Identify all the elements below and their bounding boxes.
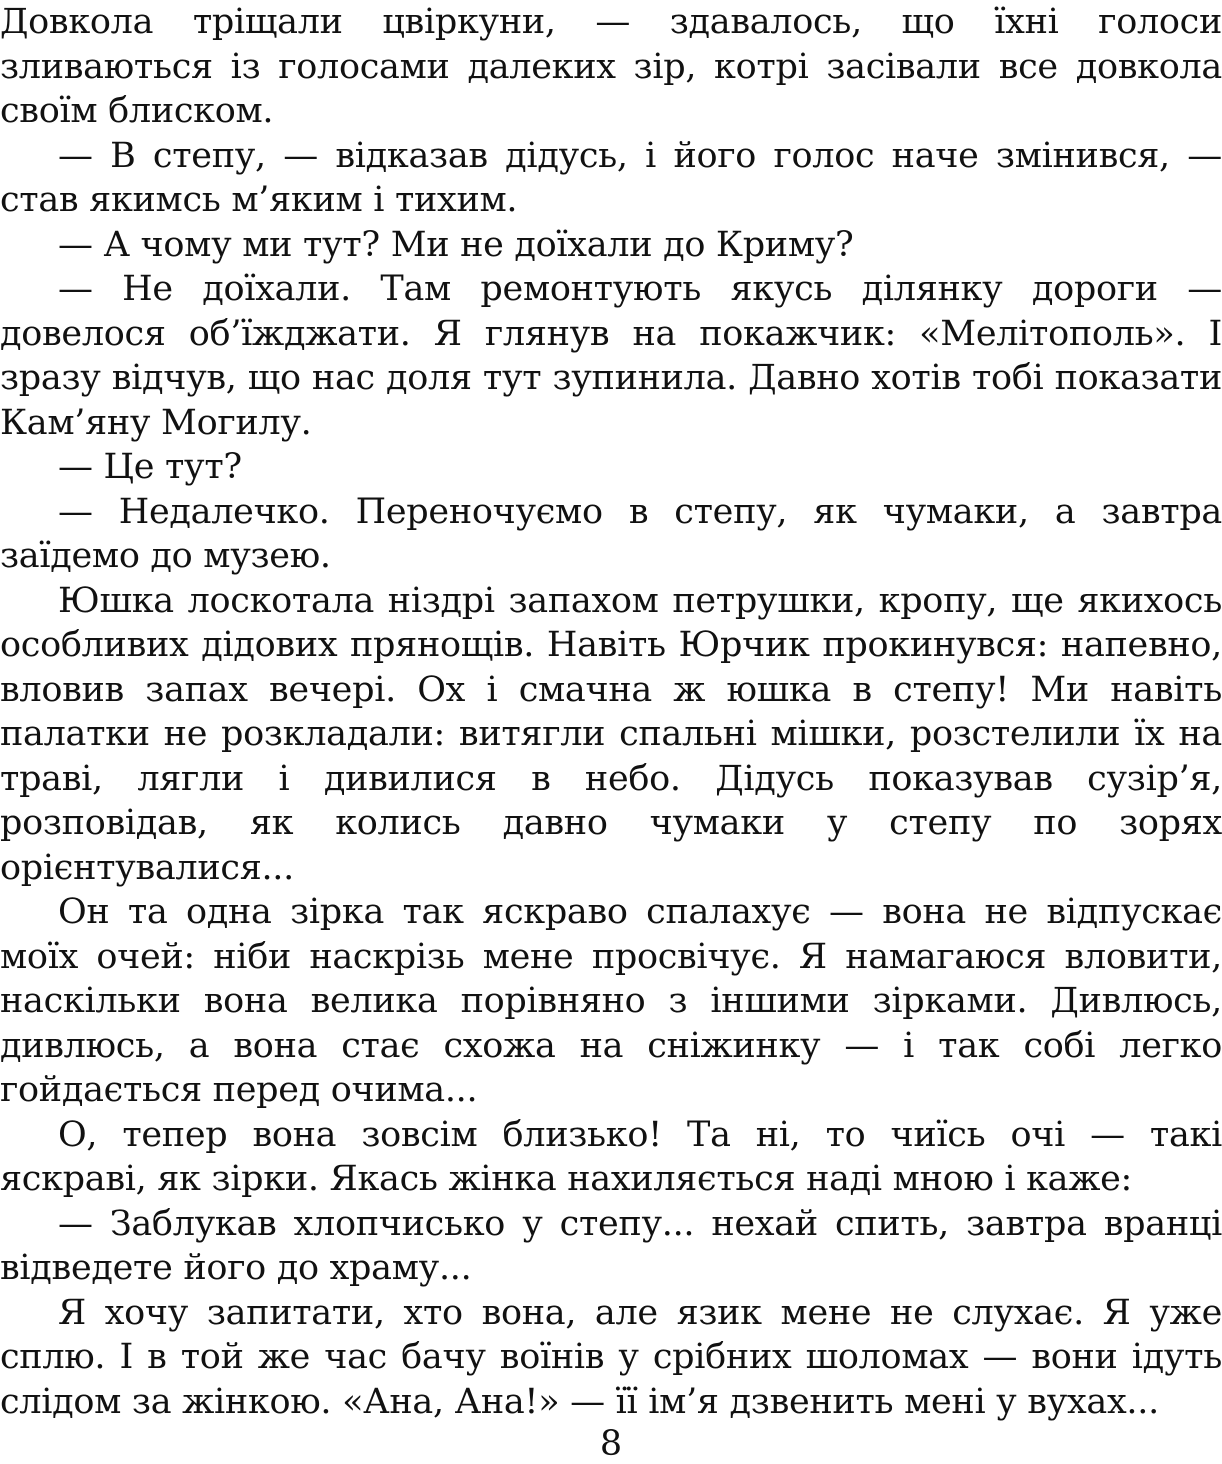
- paragraph-7: Юшка лоскотала ніздрі запахом петрушки, кропу, ще якихось особливих дідових прянощів. Навіть Юрчик прокинувся: напевно, вловив запах вечері. Ох і смачна ж юшка в степу! Ми навіть палатки не розкладали: витягли спальні мішки, розстелили їх на траві, лягли і дивилися в небо. Дідусь показував сузір’я, розповідав, як колись давно чумаки у степу по зорях орієнтувалися...: [0, 580, 1222, 888]
- paragraph-4: — Не доїхали. Там ремонтують якусь ділянку дороги — довелося об’їжджати. Я глянув на покажчик: «Мелітополь». І зразу відчув, що нас доля тут зупинила. Давно хотів тобі показати Кам’яну Могилу.: [0, 269, 1222, 443]
- paragraph-1: Довкола тріщали цвіркуни, — здавалось, що їхні голоси зливаються із голосами далеких зір, котрі засівали все довкола своїм блиском.: [0, 2, 1222, 131]
- paragraph-3: — А чому ми тут? Ми не доїхали до Криму?: [58, 224, 854, 265]
- paragraph-9: О, тепер вона зовсім близько! Та ні, то чиїсь очі — такі яскраві, як зірки. Якась жінка нахиляється наді мною і каже:: [0, 1114, 1222, 1199]
- paragraph-2: — В степу, — відказав дідусь, і його голос наче змінився, — став якимсь м’яким і тихим.: [0, 135, 1222, 220]
- page-number: 8: [599, 1424, 623, 1464]
- paragraph-5: — Це тут?: [58, 447, 242, 487]
- paragraph-10: — Заблукав хлопчисько у степу... нехай спить, завтра вранці відведете його до храму...: [0, 1203, 1222, 1288]
- paragraph-8: Он та одна зірка так яскраво спалахує — вона не відпускає моїх очей: ніби наскрізь мене просвічує. Я намагаюся вловити, наскільки вона велика порівняно з іншими зірками. Дивлюсь, дивлюсь, а вона стає схожа на сніжинку — і так собі легко гойдається перед очима...: [0, 892, 1222, 1110]
- paragraph-11: Я хочу запитати, хто вона, але язик мене не слухає. Я уже сплю. І в той же час бачу воїнів у срібних шоломах — вони ідуть слідом за жінкою. «Ана, Ана!» — її ім’я дзвенить мені у вухах...: [0, 1292, 1222, 1422]
- paragraph-6: — Недалечко. Переночуємо в степу, як чумаки, а завтра заїдемо до музею.: [0, 491, 1222, 576]
